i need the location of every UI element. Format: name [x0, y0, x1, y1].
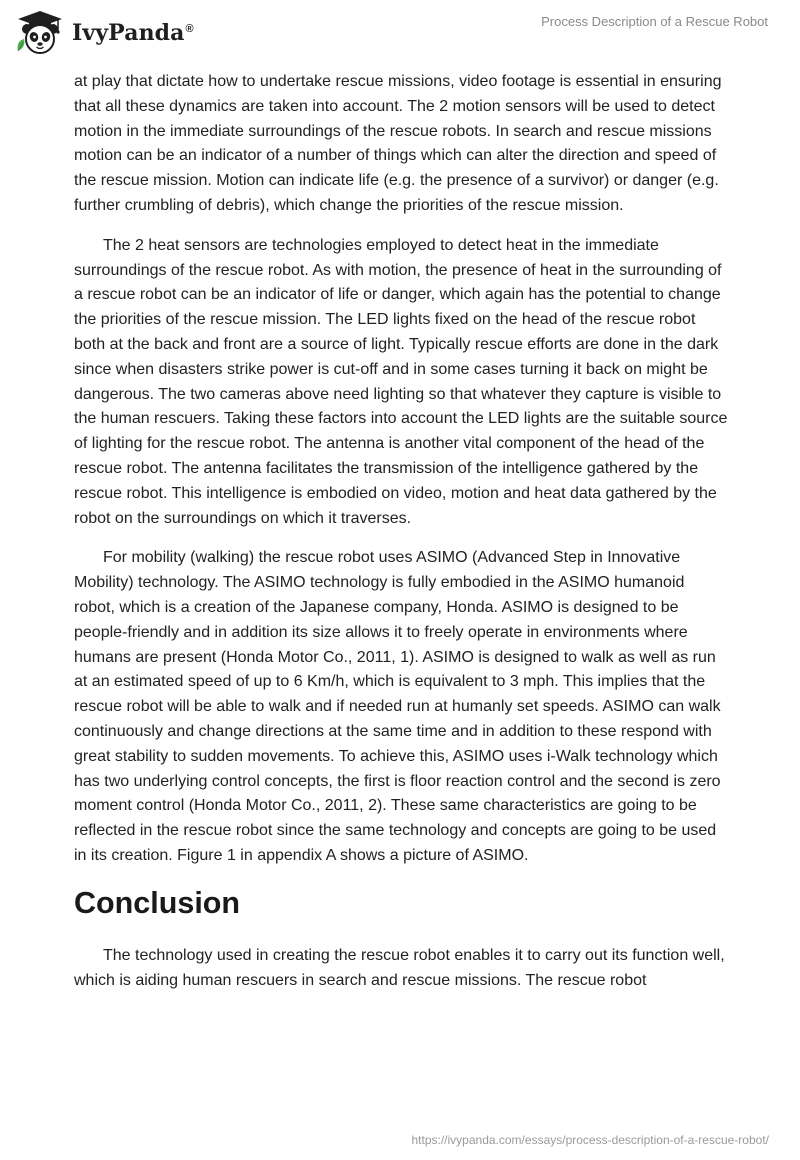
essay-content — [74, 70, 729, 1009]
registered-mark: ® — [185, 22, 194, 35]
source-url-link[interactable]: https://ivypanda.com/essays/process-description-of-a-rescue-robot/ — [411, 1133, 769, 1147]
body-paragraph: at play that dictate how to undertake rescue missions, video footage is essential in ensuring that all these dynamics are taken into account. The 2 motion sensors will be used to detect motion in the immediate surroundings of the rescue robots. In search and rescue missions motion can be an indicator of a number of things which can alter the direction and speed of the rescue mission. Motion can indicate life (e.g. the presence of a survivor) or danger (e.g. further crumbling of debris), which change the priorities of the rescue mission. — [74, 73, 722, 214]
conclusion-paragraph: The technology used in creating the rescue robot enables it to carry out its function well, which is aiding human rescuers in search and rescue missions. The rescue robot — [74, 947, 725, 990]
panda-graduate-logo-icon — [14, 9, 66, 57]
page-header — [0, 0, 800, 64]
body-paragraph: For mobility (walking) the rescue robot uses ASIMO (Advanced Step in Innovative Mobility) technology. The ASIMO technology is fully embodied in the ASIMO humanoid robot, which is a creation of the Japanese company, Honda. ASIMO is designed to be people-friendly and in addition its size allows it to freely operate in environments where humans are present (Honda Motor Co., 2011, 1). ASIMO is designed to walk as well as run at an estimated speed of up to 6 Km/h, which is equivalent to 3 mph. This implies that the rescue robot will be able to walk and if needed run at humanly set speeds. ASIMO can walk continuously and change directions at the same time and in addition to these respond with great stability to sudden movements. To achieve this, ASIMO uses i-Walk technology which has two underlying control concepts, the first is floor reaction control and the second is zero moment control (Honda Motor Co., 2011, 2). These same characteristics are going to be reflected in the rescue robot since the same technology and concepts are going to be used in its creation. Figure 1 in appendix A shows a picture of ASIMO. — [74, 549, 721, 864]
body-paragraph: The 2 heat sensors are technologies employed to detect heat in the immediate surroundings of the rescue robot. As with motion, the presence of heat in the surrounding of a rescue robot can be an indicator of life or danger, which again has the potential to change the priorities of the rescue mission. The LED lights fixed on the head of the rescue robot both at the back and front are a source of light. Typically rescue efforts are done in the dark since when disasters strike power is cut-off and in some cases turning it back on might be dangerous. The two cameras above need lighting so that whatever they capture is visible to the human rescuers. Taking these factors into account the LED lights are the suitable source of lighting for the rescue robot. The antenna is another vital component of the head of the rescue robot. The antenna facilitates the transmission of the intelligence gathered by the rescue robot. This intelligence is embodied on video, motion and heat data gathered by the robot on the surroundings on which it traverses. — [74, 236, 728, 527]
brand-name: IvyPanda® — [72, 20, 194, 46]
conclusion-heading: Conclusion — [74, 885, 241, 920]
ivypanda-logo-link[interactable] — [14, 9, 194, 57]
document-title: Process Description of a Rescue Robot — [541, 14, 768, 29]
